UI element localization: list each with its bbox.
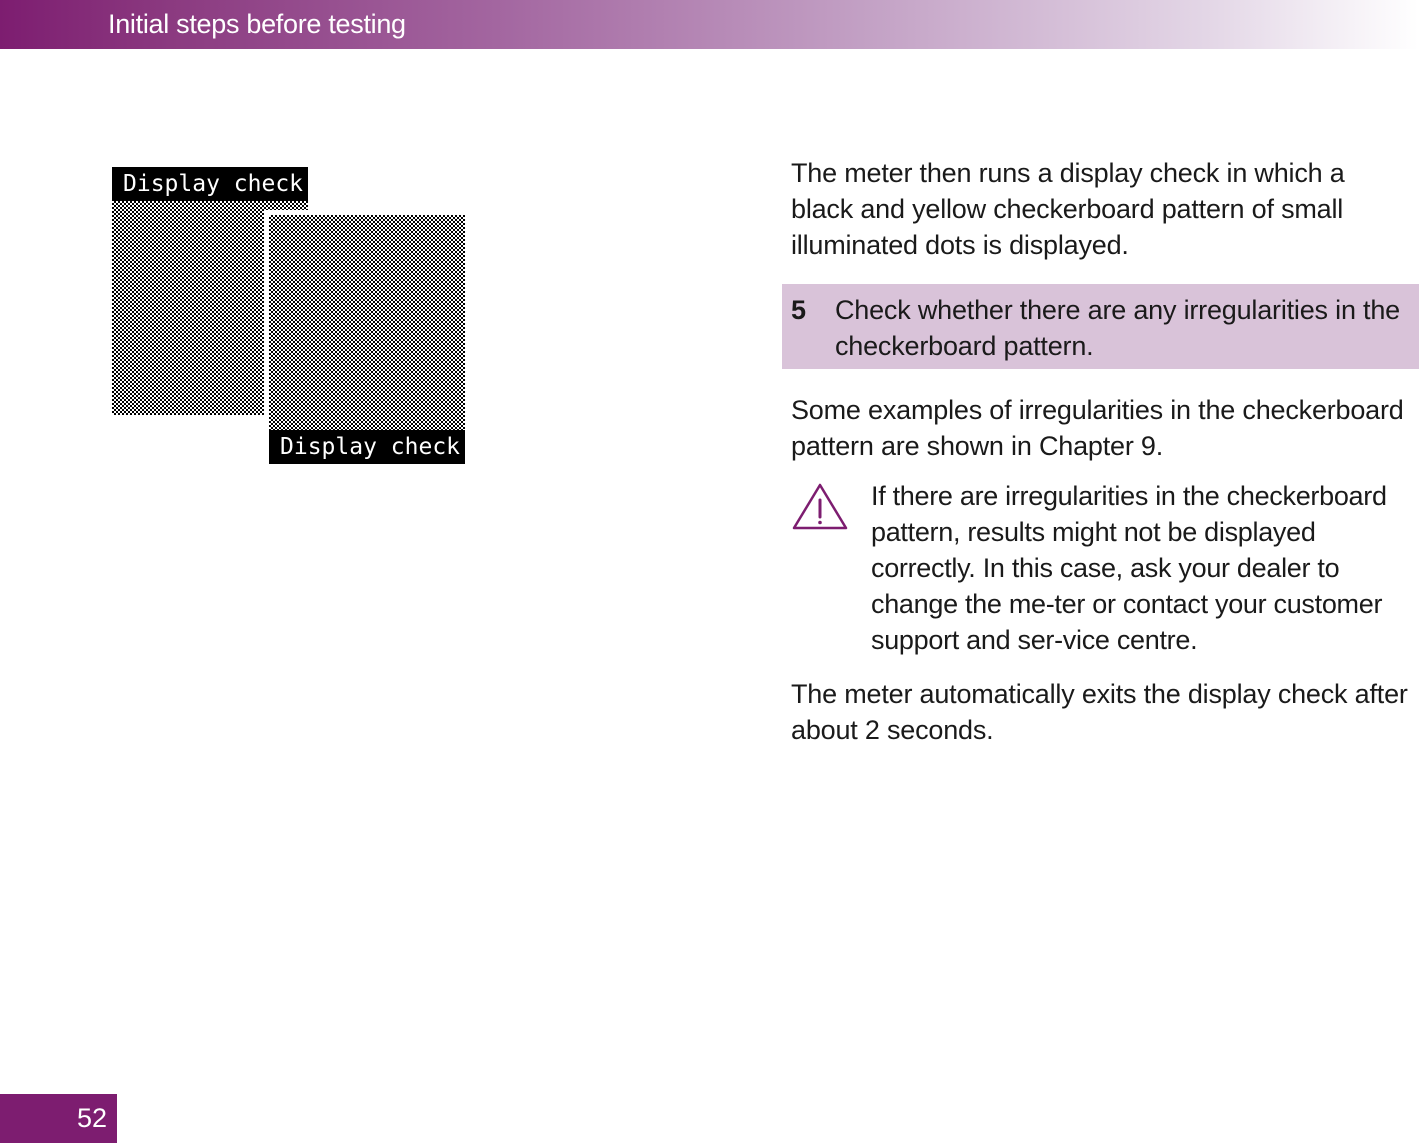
display-check-label: Display check: [269, 430, 465, 464]
display-check-label: Display check: [112, 167, 308, 201]
step-instruction: [782, 284, 1419, 369]
page-number-box: [0, 1094, 117, 1143]
intro-paragraph: The meter then runs a display check in which a black and yellow checkerboard pattern of small illuminated dots is displayed.: [791, 158, 1345, 260]
outro-paragraph: The meter automatically exits the display check after about 2 seconds.: [791, 679, 1408, 745]
warning-triangle-icon: [792, 482, 848, 530]
checkerboard-pattern: [269, 215, 465, 430]
warning-note: If there are irregularities in the checkerboard pattern, results might not be displayed correctly. In this case, ask your dealer to change the me-ter or contact your customer support and ser-vice centre.: [871, 481, 1387, 655]
step-text: Check whether there are any irregularities in the checkerboard pattern.: [835, 295, 1400, 361]
section-title: Initial steps before testing: [108, 9, 406, 39]
display-check-screen-front: [264, 210, 470, 469]
step-number: 5: [791, 295, 807, 325]
header-bar: [0, 0, 1419, 49]
examples-paragraph: Some examples of irregularities in the checkerboard pattern are shown in Chapter 9.: [791, 395, 1404, 461]
page-number: 52: [76, 1103, 107, 1133]
